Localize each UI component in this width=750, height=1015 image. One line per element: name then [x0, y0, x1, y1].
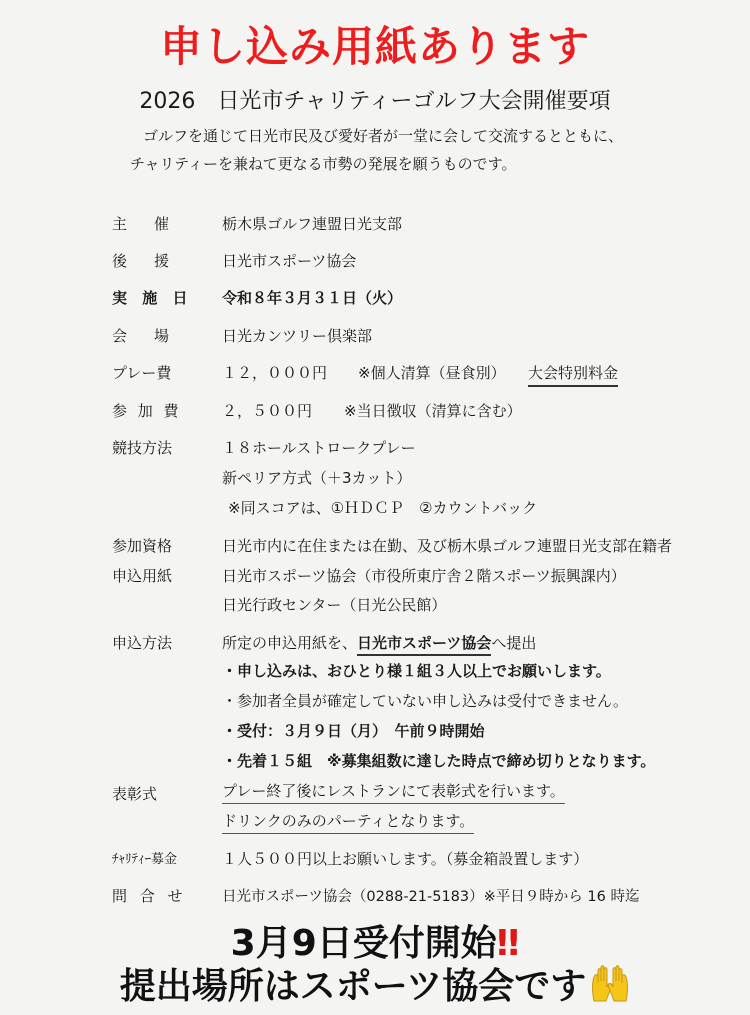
method-bullet-4: ・先着１５組 ※募集組数に達した時点で締め切りとなります。	[222, 752, 656, 770]
entry-fee-label: 参 加 費	[112, 402, 182, 420]
form-line-1: 日光市スポーツ協会（市役所東庁舎２階スポーツ振興課内）	[222, 567, 626, 585]
charity-value: １人５００円以上お願いします。（募金箱設置します）	[222, 850, 589, 868]
organizer-label: 主 催	[112, 215, 176, 233]
competition-line-2: 新ペリア方式（＋3カット）	[222, 469, 412, 487]
support-value: 日光市スポーツ協会	[222, 252, 357, 270]
footer-line-1-text: 3月9日受付開始	[230, 923, 497, 964]
date-value: 令和８年３月３１日（火）	[222, 289, 403, 307]
play-fee-note: ※個人清算（昼食別）	[358, 364, 506, 382]
title-year: 2026	[139, 89, 196, 114]
banner-heading: 申し込み用紙あります	[159, 22, 590, 71]
entry-fee-amount: ２，５００円	[222, 402, 313, 420]
page-title	[0, 84, 750, 115]
method-line-1-pre: 所定の申込用紙を、	[222, 634, 358, 652]
footer-line-2	[0, 958, 750, 1012]
intro-line-1: ゴルフを通じて日光市民及び愛好者が一堂に会して交流するとともに、	[143, 127, 624, 145]
competition-line-1: １８ホールストロークプレー	[222, 439, 416, 457]
charity-label: ﾁｬﾘﾃｨｰ募金	[112, 852, 178, 867]
entry-fee-note: ※当日徴収（清算に含む）	[344, 402, 522, 420]
play-fee-label: プレー費	[112, 364, 172, 382]
form-label: 申込用紙	[112, 567, 173, 585]
method-bullet-2: ・参加者全員が確定していない申し込みは受付できません。	[222, 692, 628, 710]
raised-hands-icon	[590, 965, 630, 1012]
play-fee-amount: １２，０００円	[222, 364, 328, 382]
method-label: 申込方法	[112, 634, 173, 652]
ceremony-label: 表彰式	[112, 785, 158, 803]
method-bullet-1: ・申し込みは、おひとり様１組３人以上でお願いします。	[222, 662, 611, 680]
form-line-2: 日光行政センター（日光公民館）	[222, 596, 447, 614]
method-bullet-3: ・受付：３月９日（月） 午前９時開始	[222, 722, 485, 740]
contact-value: 日光市スポーツ協会（0288-21-5183）※平日９時から 16 時迄	[222, 889, 640, 905]
ceremony-line-1: プレー終了後にレストランにて表彰式を行います。	[222, 780, 565, 804]
title-text: 日光市チャリティーゴルフ大会開催要項	[217, 89, 611, 114]
date-label: 実 施 日	[112, 289, 193, 307]
eligibility-label: 参加資格	[112, 537, 173, 555]
method-line-1-org: 日光市スポーツ協会	[357, 634, 491, 656]
venue-label: 会 場	[112, 327, 176, 345]
play-fee-special: 大会特別料金	[528, 362, 618, 387]
competition-label: 競技方法	[112, 439, 173, 457]
double-exclamation-icon: ‼	[496, 923, 520, 964]
footer-line-2-text: 提出場所はスポーツ協会です	[119, 966, 587, 1007]
organizer-value: 栃木県ゴルフ連盟日光支部	[222, 215, 403, 233]
contact-label: 問 合 せ	[112, 887, 187, 905]
venue-value: 日光カンツリー倶楽部	[222, 327, 373, 345]
method-line-1	[222, 632, 536, 653]
competition-line-3: ※同スコアは、①ＨＤＣＰ ②カウントバック	[228, 499, 538, 517]
ceremony-line-2: ドリンクのみのパーティとなります。	[222, 810, 474, 834]
support-label: 後 援	[112, 252, 176, 270]
method-line-1-post: へ提出	[491, 634, 537, 652]
eligibility-value: 日光市内に在住または在勤、及び栃木県ゴルフ連盟日光支部在籍者	[222, 537, 673, 555]
intro-line-2: チャリティーを兼ねて更なる市勢の発展を願うものです。	[130, 155, 517, 173]
